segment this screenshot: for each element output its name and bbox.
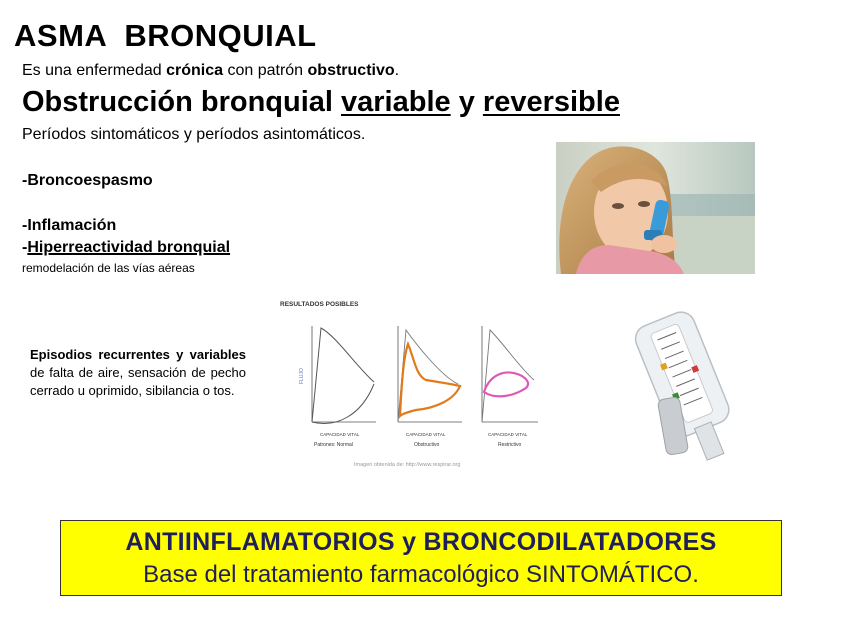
spirometry-results-diagram <box>276 296 538 472</box>
headline <box>22 86 620 119</box>
item-remodelacion: remodelación de las vías aéreas <box>22 261 195 275</box>
slide-title: ASMA BRONQUIAL <box>14 18 317 53</box>
headline-part2: y <box>450 86 483 118</box>
headline-variable: variable <box>341 86 451 118</box>
spirometry-heading: RESULTADOS POSIBLES <box>280 301 359 308</box>
episodes-text <box>30 346 246 400</box>
intro-part3: . <box>394 62 400 79</box>
item-hiper-label: Hiperreactividad bronquial <box>27 239 231 256</box>
banner-line-1: ANTIINFLAMATORIOS y BRONCODILATADORES <box>125 528 717 556</box>
item-hiperreactividad <box>22 239 230 257</box>
headline-reversible: reversible <box>482 86 620 118</box>
panel-restrictive-label: Restrictivo <box>498 442 522 448</box>
treatment-banner <box>60 520 782 596</box>
episodes-bold: Episodios recurrentes y variables <box>30 347 246 362</box>
intro-text <box>22 62 399 80</box>
banner-line-2: Base del tratamiento farmacológico SINTOMÁTICO. <box>143 561 699 588</box>
intro-part1: Es una enfermedad <box>22 62 167 79</box>
periods-text: Períodos sintomáticos y períodos asintomáticos. <box>22 126 366 143</box>
episodes-rest: de falta de aire, sensación de pecho cerrado u oprimido, sibilancia o tos. <box>30 365 246 398</box>
intro-bold-obstructivo: obstructivo <box>307 62 395 79</box>
panel-normal-xlabel: CAPACIDAD VITAL <box>320 432 360 437</box>
item-inflamacion: -Inflamación <box>22 217 117 234</box>
panel-normal-label: Patrones: Normal <box>314 442 353 448</box>
headline-part1: Obstrucción bronquial <box>22 86 342 118</box>
intro-part2: con patrón <box>223 62 308 79</box>
spirometry-y-label: FLUJO <box>299 368 305 384</box>
panel-obstructive-xlabel: CAPACIDAD VITAL <box>406 432 446 437</box>
item-hiper-prefix: - <box>22 239 28 256</box>
panel-obstructive-label: Obstructivo <box>414 442 440 448</box>
panel-restrictive-xlabel: CAPACIDAD VITAL <box>488 432 528 437</box>
item-broncoespasmo: -Broncoespasmo <box>22 172 153 189</box>
spirometry-source: Imagen obtenida de: http://www.respirar.org <box>354 462 461 468</box>
child-inhaler-photo <box>556 142 755 274</box>
intro-bold-cronica: crónica <box>166 62 224 79</box>
peak-flow-meter-image <box>618 306 768 464</box>
